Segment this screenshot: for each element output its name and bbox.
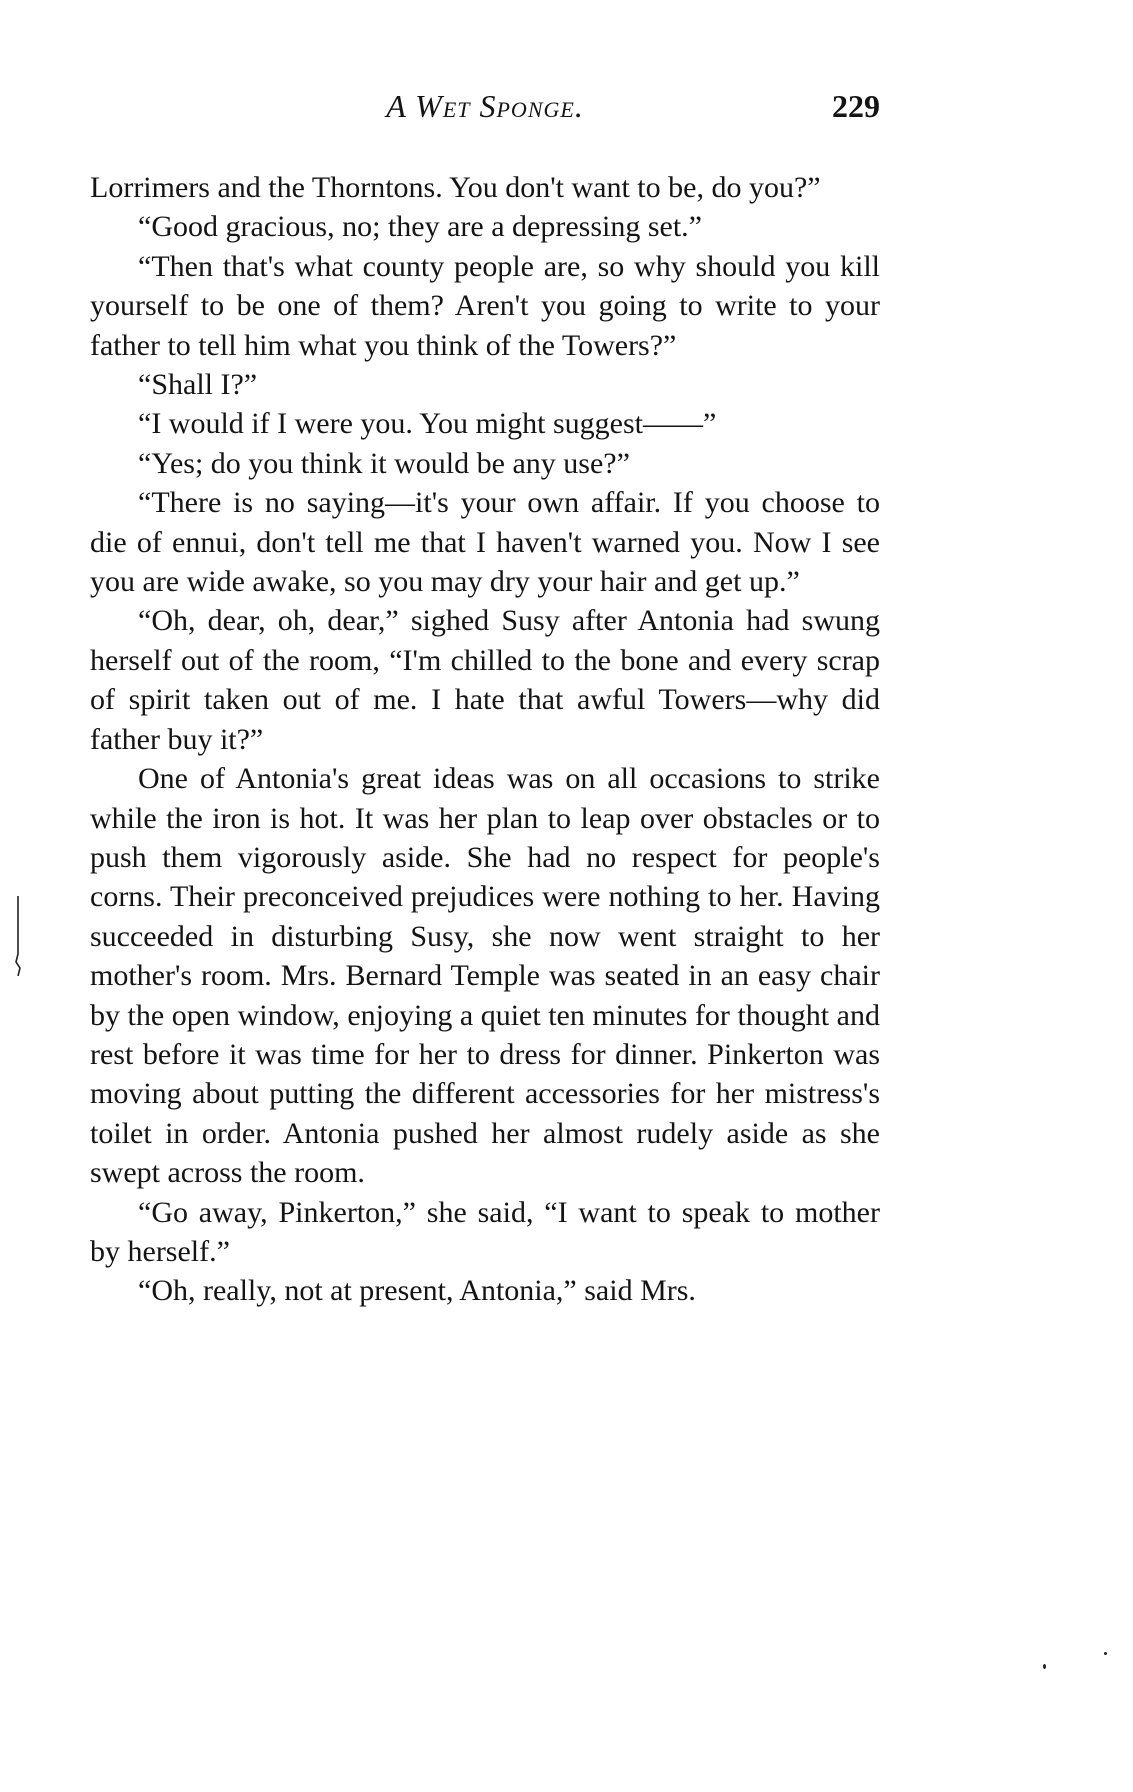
paragraph: “Yes; do you think it would be any use?”: [138, 446, 630, 480]
paragraph: One of Antonia's great ideas was on all occasions to strike while the iron is hot. It was her plan to leap over obstacles or to push them vigorously aside. She had no respect for people's corns. Their preconceived prejudices were nothing to her. Having succeeded in disturbing Susy, she now went straight to her mother's room. Mrs. Bernard Temple was seated in an easy chair by the open window, enjoying a quiet ten minutes for thought and rest before it was time for her to dress for dinner. Pinkerton was moving about putting the different accessories for her mistress's toilet in order. Antonia pushed her almost rudely aside as she swept across the room.: [90, 762, 880, 1190]
paragraph: Lorrimers and the Thorntons. You don't want to be, do you?”: [90, 171, 821, 204]
page-header: [90, 88, 880, 136]
running-title: A Wet Sponge.: [386, 88, 584, 124]
paragraph: “Oh, really, not at present, Antonia,” said Mrs.: [138, 1274, 696, 1308]
paragraph: “Shall I?”: [138, 368, 258, 402]
paragraph: “Oh, dear, oh, dear,” sighed Susy after Antonia had swung herself out of the room, “I'm chilled to the bone and every scrap of spirit taken out of me. I hate that awful Towers—why did father buy it?”: [90, 604, 880, 756]
paragraph: “I would if I were you. You might suggest——”: [138, 407, 717, 441]
paragraph: “There is no saying—it's your own affair. If you choose to die of ennui, don't tell me that I haven't warned you. Now I see you are wide awake, so you may dry your hair and get up.”: [90, 486, 880, 599]
paragraph: “Good gracious, no; they are a depressing set.”: [138, 210, 702, 244]
paper-speck: [1104, 1652, 1107, 1655]
paragraph: “Go away, Pinkerton,” she said, “I want to speak to mother by herself.”: [90, 1195, 880, 1268]
margin-pencil-mark: [14, 896, 22, 976]
paper-speck: [1043, 1664, 1046, 1669]
paragraph: “Then that's what county people are, so why should you kill yourself to be one of them? Aren't you going to write to your father to tell him what you think of the Towers?”: [90, 249, 880, 362]
body-text: [90, 168, 880, 1311]
page-number: 229: [832, 88, 880, 124]
